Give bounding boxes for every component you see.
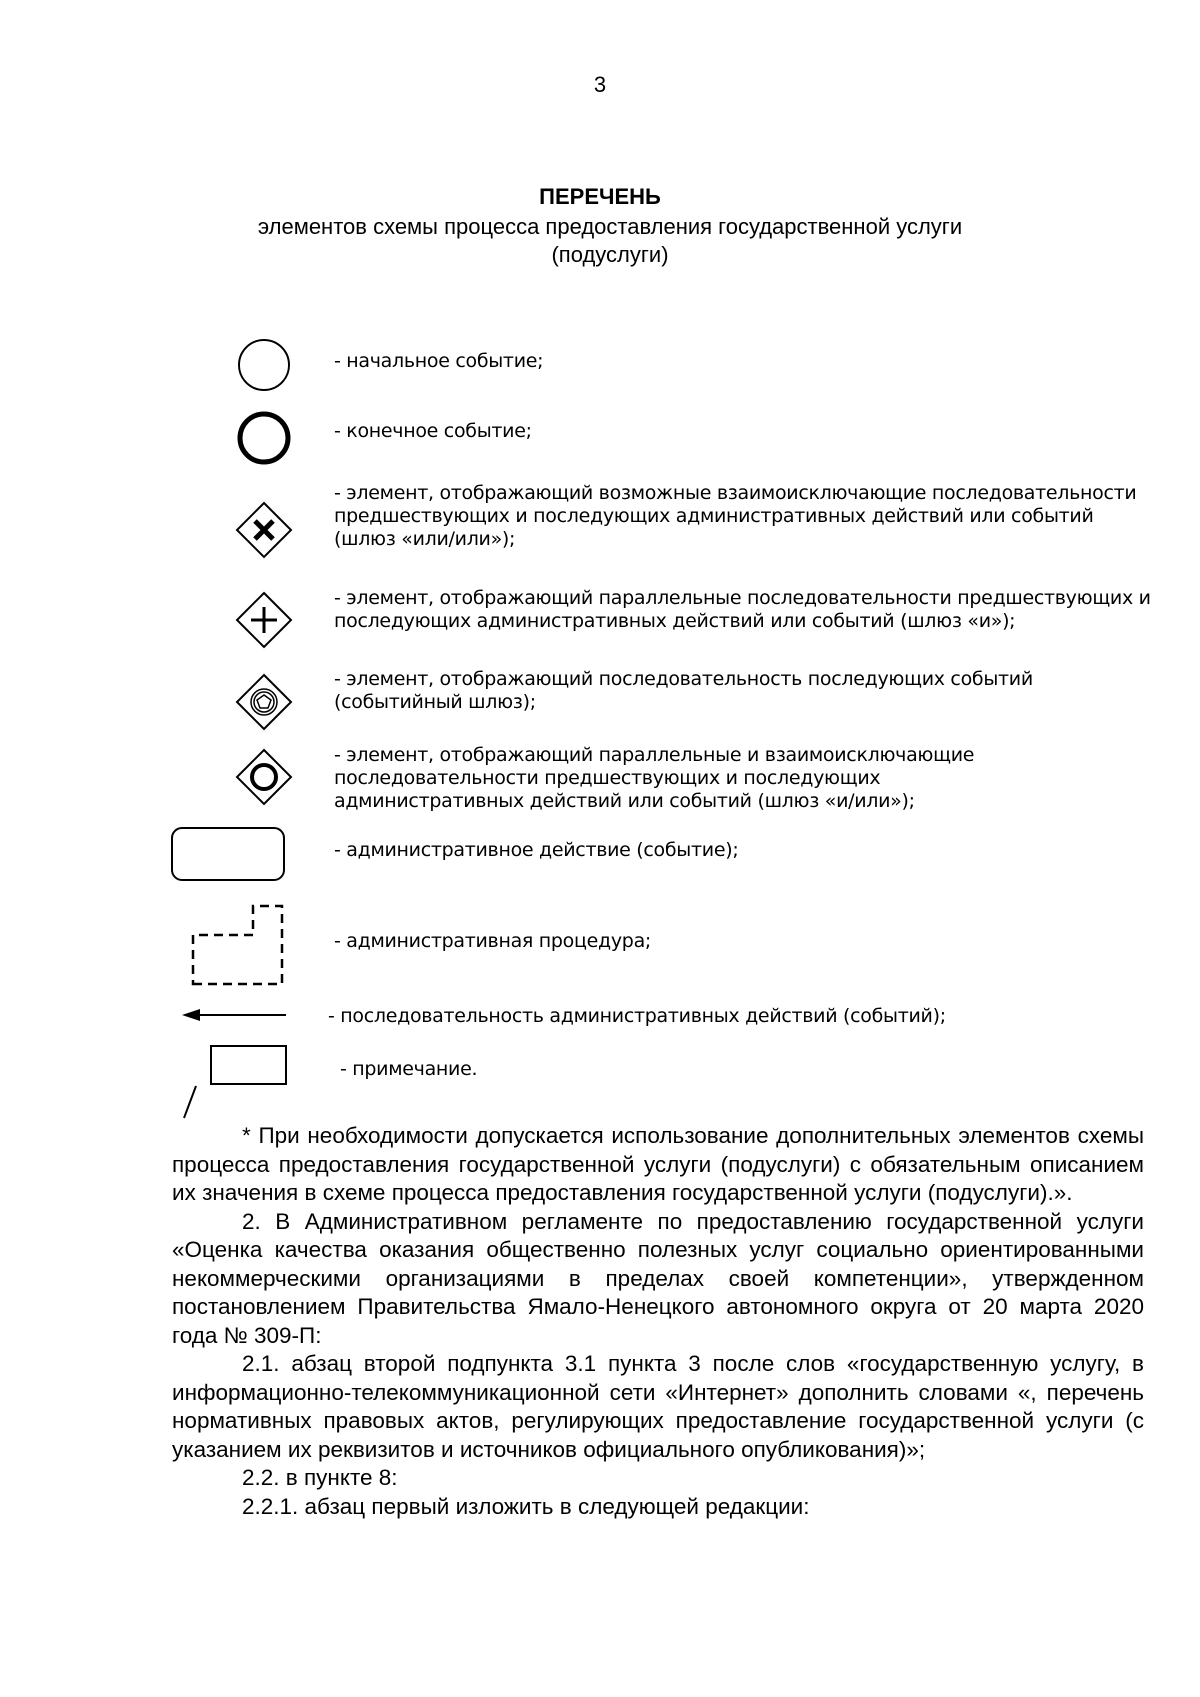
paragraph-2-1: 2.1. абзац второй подпункта 3.1 пункта 3 после слов «государственную услугу, в информационно-телекоммуникационной сети «Интернет» дополнить словами «, перечень нормативных правовых актов, регулирующих предоставление государственной услуги (с указанием их реквизитов и источников официального опубликования)»; xyxy=(172,1351,1144,1462)
admin-procedure-label: - административная процедура; xyxy=(334,930,652,952)
exclusive-gateway-label: - элемент, отображающий возможные взаимоисключающие последовательности предшествующих и последующих административных действий или событий (шлюз «или/или»); xyxy=(334,482,1137,550)
event-gateway-label: - элемент, отображающий последовательность последующих событий (событийный шлюз); xyxy=(334,668,1033,713)
event-gateway-icon xyxy=(234,672,294,732)
document-subtitle: элементов схемы процесса предоставления государственной услуги (подуслуги) xyxy=(257,214,963,267)
paragraph-2-2: 2.2. в пункте 8: xyxy=(242,1465,398,1490)
parallel-gateway-label: - элемент, отображающий параллельные последовательности предшествующих и последующих административных действий или событий (шлюз «и»); xyxy=(334,587,1151,632)
admin-action-icon xyxy=(170,826,290,886)
admin-procedure-icon xyxy=(188,900,288,990)
paragraph-2-2-1: 2.2.1. абзац первый изложить в следующей редакции: xyxy=(242,1493,810,1519)
parallel-gateway-icon xyxy=(234,590,294,650)
inclusive-gateway-label: - элемент, отображающий параллельные и взаимоисключающие последовательности предшествующих и последующих административных действий или событий (шлюз «и/или»); xyxy=(334,744,975,812)
sequence-flow-label: - последовательность административных действий (событий); xyxy=(328,1005,946,1027)
document-title: ПЕРЕЧЕНЬ xyxy=(539,184,661,209)
start-event-label: - начальное событие; xyxy=(334,350,544,372)
inclusive-gateway-icon xyxy=(234,747,294,807)
page-number: 3 xyxy=(593,72,607,97)
sequence-flow-arrow-icon xyxy=(180,1003,290,1027)
note-label: - примечание. xyxy=(340,1058,478,1080)
body-text xyxy=(172,1122,1144,1521)
admin-action-label: - административное действие (событие); xyxy=(334,839,739,861)
paragraph-2: 2. В Административном регламенте по предоставлению государственной услуги «Оценка качества оказания общественно полезных услуг социально ориентированными некоммерческими организациями в пределах своей компетенции», утвержденном постановлением Правительства Ямало-Ненецкого автономного округа от 20 марта 2020 года № 309-П: xyxy=(172,1208,1144,1348)
end-event-label: - конечное событие; xyxy=(334,420,532,442)
start-event-icon xyxy=(234,335,294,395)
end-event-icon xyxy=(234,408,294,468)
exclusive-gateway-icon xyxy=(234,500,294,560)
paragraph-footnote: * При необходимости допускается использование дополнительных элементов схемы процесса предоставления государственной услуги (подуслуги) с обязательным описанием их значения в схеме процесса предоставления государственной услуги (подуслуги).». xyxy=(172,1123,1144,1205)
note-icon xyxy=(176,1042,296,1122)
